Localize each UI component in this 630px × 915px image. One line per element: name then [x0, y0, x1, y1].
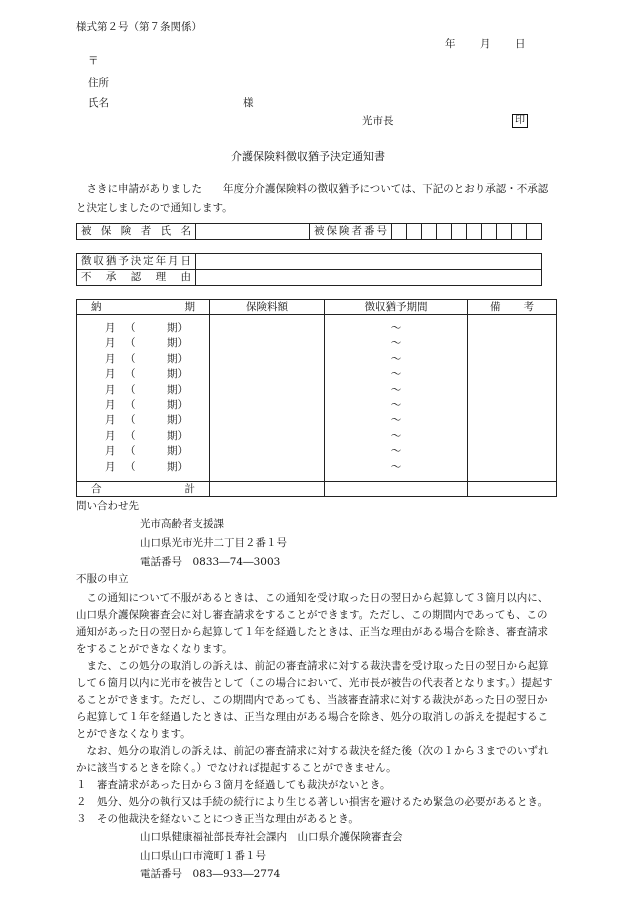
contact-phone: 電話番号 0833―74―3003: [140, 556, 281, 568]
insured-number-label: 被保険者番号: [310, 224, 392, 240]
number-box: [512, 224, 527, 240]
header-remarks: 備考: [468, 300, 557, 315]
number-box: [392, 224, 407, 240]
due-month: 月: [105, 322, 116, 334]
due-paren: （: [125, 445, 136, 458]
due-paren: （: [125, 352, 136, 365]
header-deferment: 徴収猶予期間: [325, 300, 468, 315]
date-day-label: 日: [515, 38, 526, 50]
honorific: 様: [243, 97, 254, 109]
number-box: [437, 224, 452, 240]
due-month: 月: [105, 352, 116, 365]
insured-name-value: [196, 224, 310, 240]
review-office-address: 山口県山口市滝町１番１号: [140, 850, 266, 862]
total-label: 合計: [77, 481, 210, 496]
due-paren: （: [125, 368, 136, 381]
deferment-tilde: ～: [390, 352, 402, 365]
seal-mark: 印: [512, 114, 528, 128]
deferment-tilde: ～: [390, 322, 402, 334]
due-paren: （: [125, 337, 136, 350]
insured-info-table: [76, 223, 542, 240]
postal-mark: 〒: [88, 55, 99, 67]
due-month: 月: [105, 383, 116, 396]
due-period: 期）: [167, 352, 188, 365]
issuer: 光市長: [362, 115, 394, 127]
number-box: [482, 224, 497, 240]
due-period: 期）: [167, 383, 188, 396]
number-box: [407, 224, 422, 240]
contact-heading: 問い合わせ先: [76, 500, 139, 512]
appeal-paragraph-1: この通知について不服があるときは、この通知を受け取った日の翌日から起算して３箇月以内に、山口県介護保険審査会に対し審査請求をすることができます。ただし、この期間内であっても、この通知があった日の翌日から起算して１年を経過したときは、正当な理由がある場合を除き、審査請求をすることができなくなります。: [76, 592, 549, 655]
due-month: 月: [105, 460, 116, 473]
number-box: [497, 224, 512, 240]
number-box: [422, 224, 437, 240]
due-column: [77, 315, 210, 482]
due-period: 期）: [167, 322, 188, 334]
appeal-heading: 不服の申立: [76, 573, 129, 585]
deferment-tilde: ～: [390, 445, 402, 458]
deferment-tilde: ～: [390, 383, 402, 396]
date-month-label: 月: [480, 38, 491, 50]
due-paren: （: [125, 398, 136, 411]
due-row: [81, 336, 205, 351]
due-row: [81, 460, 205, 475]
appeal-item-2: ２ 処分、処分の執行又は手続の続行により生じる著しい損害を避けるため緊急の必要があるとき。: [76, 796, 549, 808]
due-period: 期）: [167, 429, 188, 442]
decision-date-value: [196, 254, 542, 270]
review-office: 山口県健康福祉部長寿社会課内 山口県介護保険審査会: [140, 831, 403, 843]
due-period: 期）: [167, 398, 188, 411]
decision-table: [76, 253, 542, 286]
deferment-tilde: ～: [390, 398, 402, 411]
deferment-tilde: ～: [390, 460, 402, 473]
number-box: [467, 224, 482, 240]
due-paren: （: [125, 383, 136, 396]
amount-column: [210, 315, 325, 482]
reject-reason-value: [196, 270, 542, 286]
appeal-item-1: １ 審査請求があった日から３箇月を経過しても裁決がないとき。: [76, 779, 391, 791]
due-period: 期）: [167, 460, 188, 473]
contact-address: 山口県光市光井二丁目２番１号: [140, 537, 287, 549]
due-period: 期）: [167, 337, 188, 350]
deferment-tilde: ～: [390, 414, 402, 427]
reject-reason-label: 不承認理由: [77, 270, 196, 286]
due-paren: （: [125, 460, 136, 473]
header-amount: 保険料額: [210, 300, 325, 315]
due-row: [81, 321, 205, 336]
due-month: 月: [105, 445, 116, 458]
appeal-paragraph-2: また、この処分の取消しの訴えは、前記の審査請求に対する裁決書を受け取った日の翌日から起算して６箇月以内に光市を被告として（この場合において、光市長が被告の代表者となります。）提起することができます。ただし、この期間内であっても、当該審査請求に対する裁決があった日の翌日から起算して１年を経過したときは、正当な理由がある場合を除き、処分の取消しの訴えを提起することができなくなります。: [76, 660, 553, 740]
due-row: [81, 398, 205, 413]
due-month: 月: [105, 429, 116, 442]
due-period: 期）: [167, 445, 188, 458]
deferment-tilde: ～: [390, 337, 402, 350]
due-period: 期）: [167, 414, 188, 427]
address-label: 住所: [88, 77, 109, 89]
review-office-phone: 電話番号 083―933―2774: [140, 868, 281, 880]
due-paren: （: [125, 429, 136, 442]
intro-text: さきに申請がありました 年度分介護保険料の徴収猶予については、下記のとおり承認・不承認と決定しましたので通知します。: [76, 183, 549, 214]
number-box: [452, 224, 467, 240]
due-month: 月: [105, 398, 116, 411]
name-label: 氏名: [88, 97, 109, 109]
total-remarks: [468, 481, 557, 496]
insured-name-label: 被保険者氏名: [77, 224, 196, 240]
contact-dept: 光市高齢者支援課: [140, 518, 224, 530]
due-row: [81, 383, 205, 398]
due-row: [81, 367, 205, 382]
date-year-label: 年: [445, 38, 456, 50]
due-paren: （: [125, 322, 136, 334]
appeal-paragraph-3: なお、処分の取消しの訴えは、前記の審査請求に対する裁決を経た後（次の１から３までのいずれかに該当するときを除く。）でなければ提起することができません。: [76, 745, 549, 774]
due-row: [81, 413, 205, 428]
due-month: 月: [105, 414, 116, 427]
due-row: [81, 429, 205, 444]
deferment-tilde: ～: [390, 429, 402, 442]
due-row: [81, 352, 205, 367]
deferment-tilde: ～: [390, 368, 402, 381]
deferment-column: [325, 315, 468, 482]
due-row: [81, 444, 205, 459]
appeal-item-3: ３ その他裁決を経ないことにつき正当な理由があるとき。: [76, 813, 359, 825]
schedule-table: [76, 299, 557, 497]
form-id: 様式第２号（第７条関係）: [76, 21, 202, 33]
header-due: 納期: [77, 300, 210, 315]
number-box: [527, 224, 542, 240]
due-period: 期）: [167, 368, 188, 381]
due-paren: （: [125, 414, 136, 427]
remarks-column: [468, 315, 557, 482]
total-deferment: [325, 481, 468, 496]
document-title: 介護保険料徴収猶予決定通知書: [231, 150, 385, 163]
due-month: 月: [105, 368, 116, 381]
decision-date-label: 徴収猶予決定年月日: [77, 254, 196, 270]
total-amount: [210, 481, 325, 496]
due-month: 月: [105, 337, 116, 350]
